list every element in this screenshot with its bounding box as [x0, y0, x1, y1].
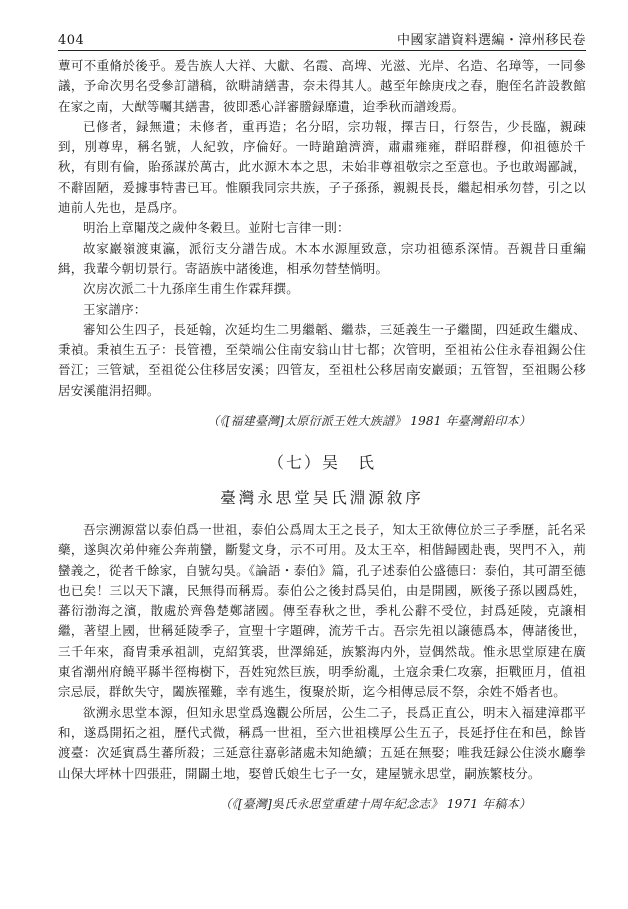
section-heading: （七）吴 氏 [267, 453, 376, 473]
running-head: 中國家譜資料選編・漳州移民卷 [396, 33, 586, 48]
page-header [58, 22, 586, 51]
paragraph: 吾宗溯源當以泰伯爲一世祖，泰伯公爲周太王之長子，知太王欲傳位於三子季歷，託名采藥，遂與次弟仲雍公奔荊蠻，斷髮文身，示不可用。及太王卒，相偕歸國赴喪，哭門不入，荊蠻義之，從者千餘家，自號勾吳。《論語・泰伯》篇，孔子述泰伯公盛德曰：泰伯，其可謂至德也已矣！三以天下讓，民無得而稱焉。泰伯公之後封爲吴伯，由是開國，厥後子孫以國爲姓，蕃衍渤海之濱，散處於齊魯楚鄭諸國。傳至春秋之世，季札公辭不受位，封爲延陵，克譲相繼，著望上國，世稱延陵季子，宣聖十字題碑，流芳千古。吾宗先祖以譲德爲本，傳諸後世，三千年來，裔胄秉承祖訓，克紹箕裘，世澤綿延，族繁海内外，豈偶然哉。惟永思堂原建在廣東省潮州府饒平縣半徑梅樹下，吾姓宛然巨族，明季紛亂，土寇余秉仁攻寨，拒戰匝月，值祖宗忌辰，群飲失守，闔族罹難，幸有逃生，復聚於斯，迄今相傳忌辰不祭，余姓不婚者也。 [58, 521, 586, 700]
citation-source-2: （《[臺灣]吳氏永思堂重建十周年紀念志》 1971 年稿本） [219, 796, 531, 811]
paragraph: 欲溯永思堂本源，但知永思堂爲逸觀公所居，公生二子，長爲正直公，明末入福建漳郡平和，遂爲開拓之祖，歷代式微，稱爲一世祖，至六世祖樸厚公生五子，長延抒住在和邑，餘皆渡臺：次延賓爲生蕃所殺；三延意往嘉彰諸處未知絶續；五延在無娶；唯我廷録公住淡水廳拳山保大坪林十四張莊，開闢土地，娶曾氏娘生七子一女，建屋號永思堂，嗣族繁枝分。 [58, 704, 586, 781]
paragraph: 蕈可不重脩於後乎。爰告族人大祥、大獻、名霞、高埤、光滋、光岸、名造、名璋等，一同參議，予命次男名受參訂譜稿，欲畊請繕書，奈未得其人。越至年餘庚戌之春，胞侄名許設教館在家之南，大猷等囑其繕書，彼即悉心詳審謄録靡遺，迨季秋而譜竣焉。 [58, 58, 586, 114]
paragraph-group-bottom [58, 520, 586, 784]
body-text [58, 56, 586, 814]
paragraph: 審知公生四子，長延翰，次延均生二男繼韜、繼恭，三延義生一子繼閩，四延政生繼成、秉禎。秉禎生五子：長管禮，至榮端公住南安翁山甘七都；次管明，至祖祐公住永春祖錫公住晉江；三管斌，至祖從公住移居安溪；四管友，至祖杜公移居南安巖頭；五管智，至祖賜公移居安溪龍涓招卿。 [58, 321, 586, 398]
page-number: 404 [58, 33, 85, 48]
article-title: 臺灣永思堂吴氏淵源敘序 [220, 488, 424, 507]
poem: 故家巖嶺渡東瀛，派衍支分譜告成。木本水源厘致意，宗功祖德系深情。吾親昔日重編緝，我輩今朝切景行。寄語族中諸後進，相承勿替埜惝明。 [58, 240, 586, 276]
paragraph: 已修者，録無遺；未修者，重再造；名分昭，宗功報，擇吉日，行祭告，少長臨，親疎到，別尊卑，稱名號，人紀敦，序倫好。一時蹌蹌濟濟，肅肅雍雍，群昭群穆，仰祖德於千秋，有則有倫，貽孫謀於萬古，此水源木本之思，未始非尊祖敬宗之至意也。予也敢竭鄙誠，不辭固陋，爰據事特書已耳。惟願我同宗共族，子子孫孫，親親長長，繼起相承勿替，引之以迪前人先也，是爲序。 [58, 118, 586, 216]
paragraph-group-top [58, 56, 586, 401]
paragraph: 王家譜序： [83, 301, 147, 317]
paragraph: 明治上章閹茂之歲仲冬穀旦。並附七言律一則： [83, 220, 350, 236]
citation-source-1: （《[福建臺灣]太原衍派王姓大族譜》 1981 年臺灣鉛印本） [207, 414, 531, 429]
paragraph: 次房次派二十九孫庠生甫生作霖拜撰。 [83, 281, 299, 297]
